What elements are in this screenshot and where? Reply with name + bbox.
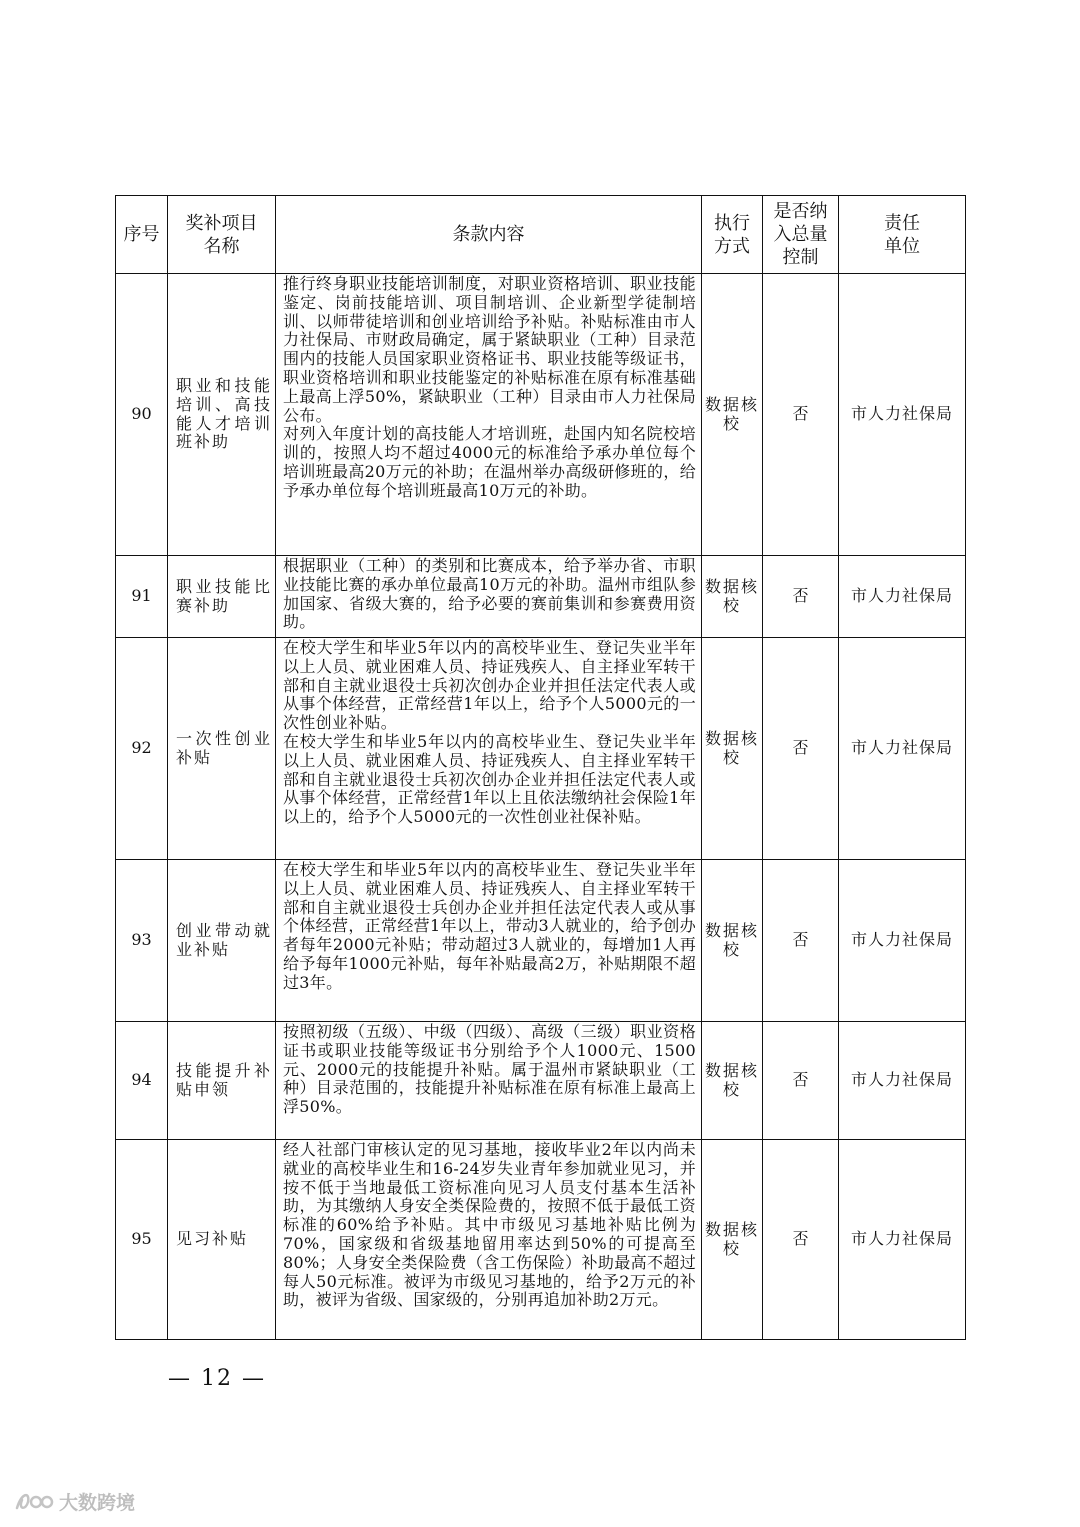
total-control: 否 [763,556,839,638]
content-paragraph: 根据职业（工种）的类别和比赛成本，给予举办省、市职业技能比赛的承办单位最高10万元的补助。温州市组队参加国家、省级大赛的，给予必要的赛前集训和参赛费用资助。 [283,556,696,632]
watermark [14,1486,135,1516]
total-control: 否 [763,1140,839,1340]
item-content [276,1022,702,1140]
responsible-unit: 市人力社保局 [839,274,966,556]
row-number: 92 [116,638,168,860]
header-total: 是否纳 入总量 控制 [763,196,839,274]
table-header-row [116,196,966,274]
item-name: 见习补贴 [168,1140,276,1340]
row-number: 94 [116,1022,168,1140]
row-number: 90 [116,274,168,556]
item-content [276,638,702,860]
exec-method: 数据核校 [702,1022,763,1140]
watermark-logo-icon [14,1488,54,1514]
item-name: 一次性创业补贴 [168,638,276,860]
content-paragraph: 经人社部门审核认定的见习基地，接收毕业2年以内尚未就业的高校毕业生和16-24岁失业青年参加就业见习，并按不低于当地最低工资标准向见习人员支付基本生活补助，为其缴纳人身安全类保险费的，按照不低于最低工资标准的60%给予补贴。其中市级见习基地补贴比例为70%，国家级和省级基地留用率达到50%的可提高至80%；人身安全类保险费（含工伤保险）补助最高不超过每人50元标准。被评为市级见习基地的，给予2万元的补助，被评为省级、国家级的，分别再追加补助2万元。 [283,1140,696,1310]
item-name: 创业带动就业补贴 [168,860,276,1022]
total-control: 否 [763,1022,839,1140]
item-name: 职业技能比赛补助 [168,556,276,638]
content-paragraph: 推行终身职业技能培训制度，对职业资格培训、职业技能鉴定、岗前技能培训、项目制培训、企业新型学徒制培训、以师带徒培训和创业培训给予补贴。补贴标准由市人力社保局、市财政局确定，属于紧缺职业（工种）目录范围内的技能人员国家职业资格证书、职业技能等级证书，职业资格培训和职业技能鉴定的补贴标准在原有标准基础上最高上浮50%，紧缺职业（工种）目录由市人力社保局公布。 [283,274,696,425]
exec-method: 数据核校 [702,860,763,1022]
exec-method: 数据核校 [702,1140,763,1340]
header-no: 序号 [116,196,168,274]
subsidy-table [115,195,966,1340]
content-paragraph: 在校大学生和毕业5年以内的高校毕业生、登记失业半年以上人员、就业困难人员、持证残疾人、自主择业军转干部和自主就业退役士兵初次创办企业并担任法定代表人或从事个体经营，正常经营1年以上，给予个人5000元的一次性创业补贴。 [283,638,696,733]
header-exec: 执行 方式 [702,196,763,274]
table-row [116,860,966,1022]
row-number: 91 [116,556,168,638]
content-paragraph: 在校大学生和毕业5年以内的高校毕业生、登记失业半年以上人员、就业困难人员、持证残疾人、自主择业军转干部和自主就业退役士兵初次创办企业并担任法定代表人或从事个体经营，正常经营1年以上且依法缴纳社会保险1年以上的，给予个人5000元的一次性创业社保补贴。 [283,731,696,827]
watermark-text: 大数跨境 [59,1491,136,1514]
content-paragraph: 在校大学生和毕业5年以内的高校毕业生、登记失业半年以上人员、就业困难人员、持证残疾人、自主择业军转干部和自主就业退役士兵创办企业并担任法定代表人或从事个体经营，正常经营1年以上，带动3人就业的，给予创办者每年2000元补贴；带动超过3人就业的，每增加1人再给予每年1000元补贴，每年补贴最高2万，补贴期限不超过3年。 [283,860,696,992]
table-row [116,556,966,638]
total-control: 否 [763,860,839,1022]
responsible-unit: 市人力社保局 [839,860,966,1022]
table-row [116,638,966,860]
header-unit: 责任 单位 [839,196,966,274]
item-name: 职业和技能培训、高技能人才培训班补助 [168,274,276,556]
exec-method: 数据核校 [702,638,763,860]
total-control: 否 [763,274,839,556]
row-number: 95 [116,1140,168,1340]
responsible-unit: 市人力社保局 [839,1140,966,1340]
item-content [276,1140,702,1340]
item-content [276,556,702,638]
table-row [116,1022,966,1140]
content-paragraph: 按照初级（五级）、中级（四级）、高级（三级）职业资格证书或职业技能等级证书分别给予个人1000元、1500元、2000元的技能提升补贴。属于温州市紧缺职业（工种）目录范围的，技能提升补贴标准在原有标准上最高上浮50%。 [283,1022,696,1117]
content-paragraph: 对列入年度计划的高技能人才培训班，赴国内知名院校培训的，按照人均不超过4000元的标准给予承办单位每个培训班最高20万元的补助；在温州举办高级研修班的，给予承办单位每个培训班最高10万元的补助。 [283,424,696,500]
exec-method: 数据核校 [702,556,763,638]
item-name: 技能提升补贴申领 [168,1022,276,1140]
header-name: 奖补项目 名称 [168,196,276,274]
responsible-unit: 市人力社保局 [839,638,966,860]
page-number: — 12 — [168,1366,266,1391]
responsible-unit: 市人力社保局 [839,556,966,638]
exec-method: 数据核校 [702,274,763,556]
item-content [276,274,702,556]
table-row [116,274,966,556]
header-content: 条款内容 [276,196,702,274]
table-row [116,1140,966,1340]
item-content [276,860,702,1022]
row-number: 93 [116,860,168,1022]
responsible-unit: 市人力社保局 [839,1022,966,1140]
total-control: 否 [763,638,839,860]
